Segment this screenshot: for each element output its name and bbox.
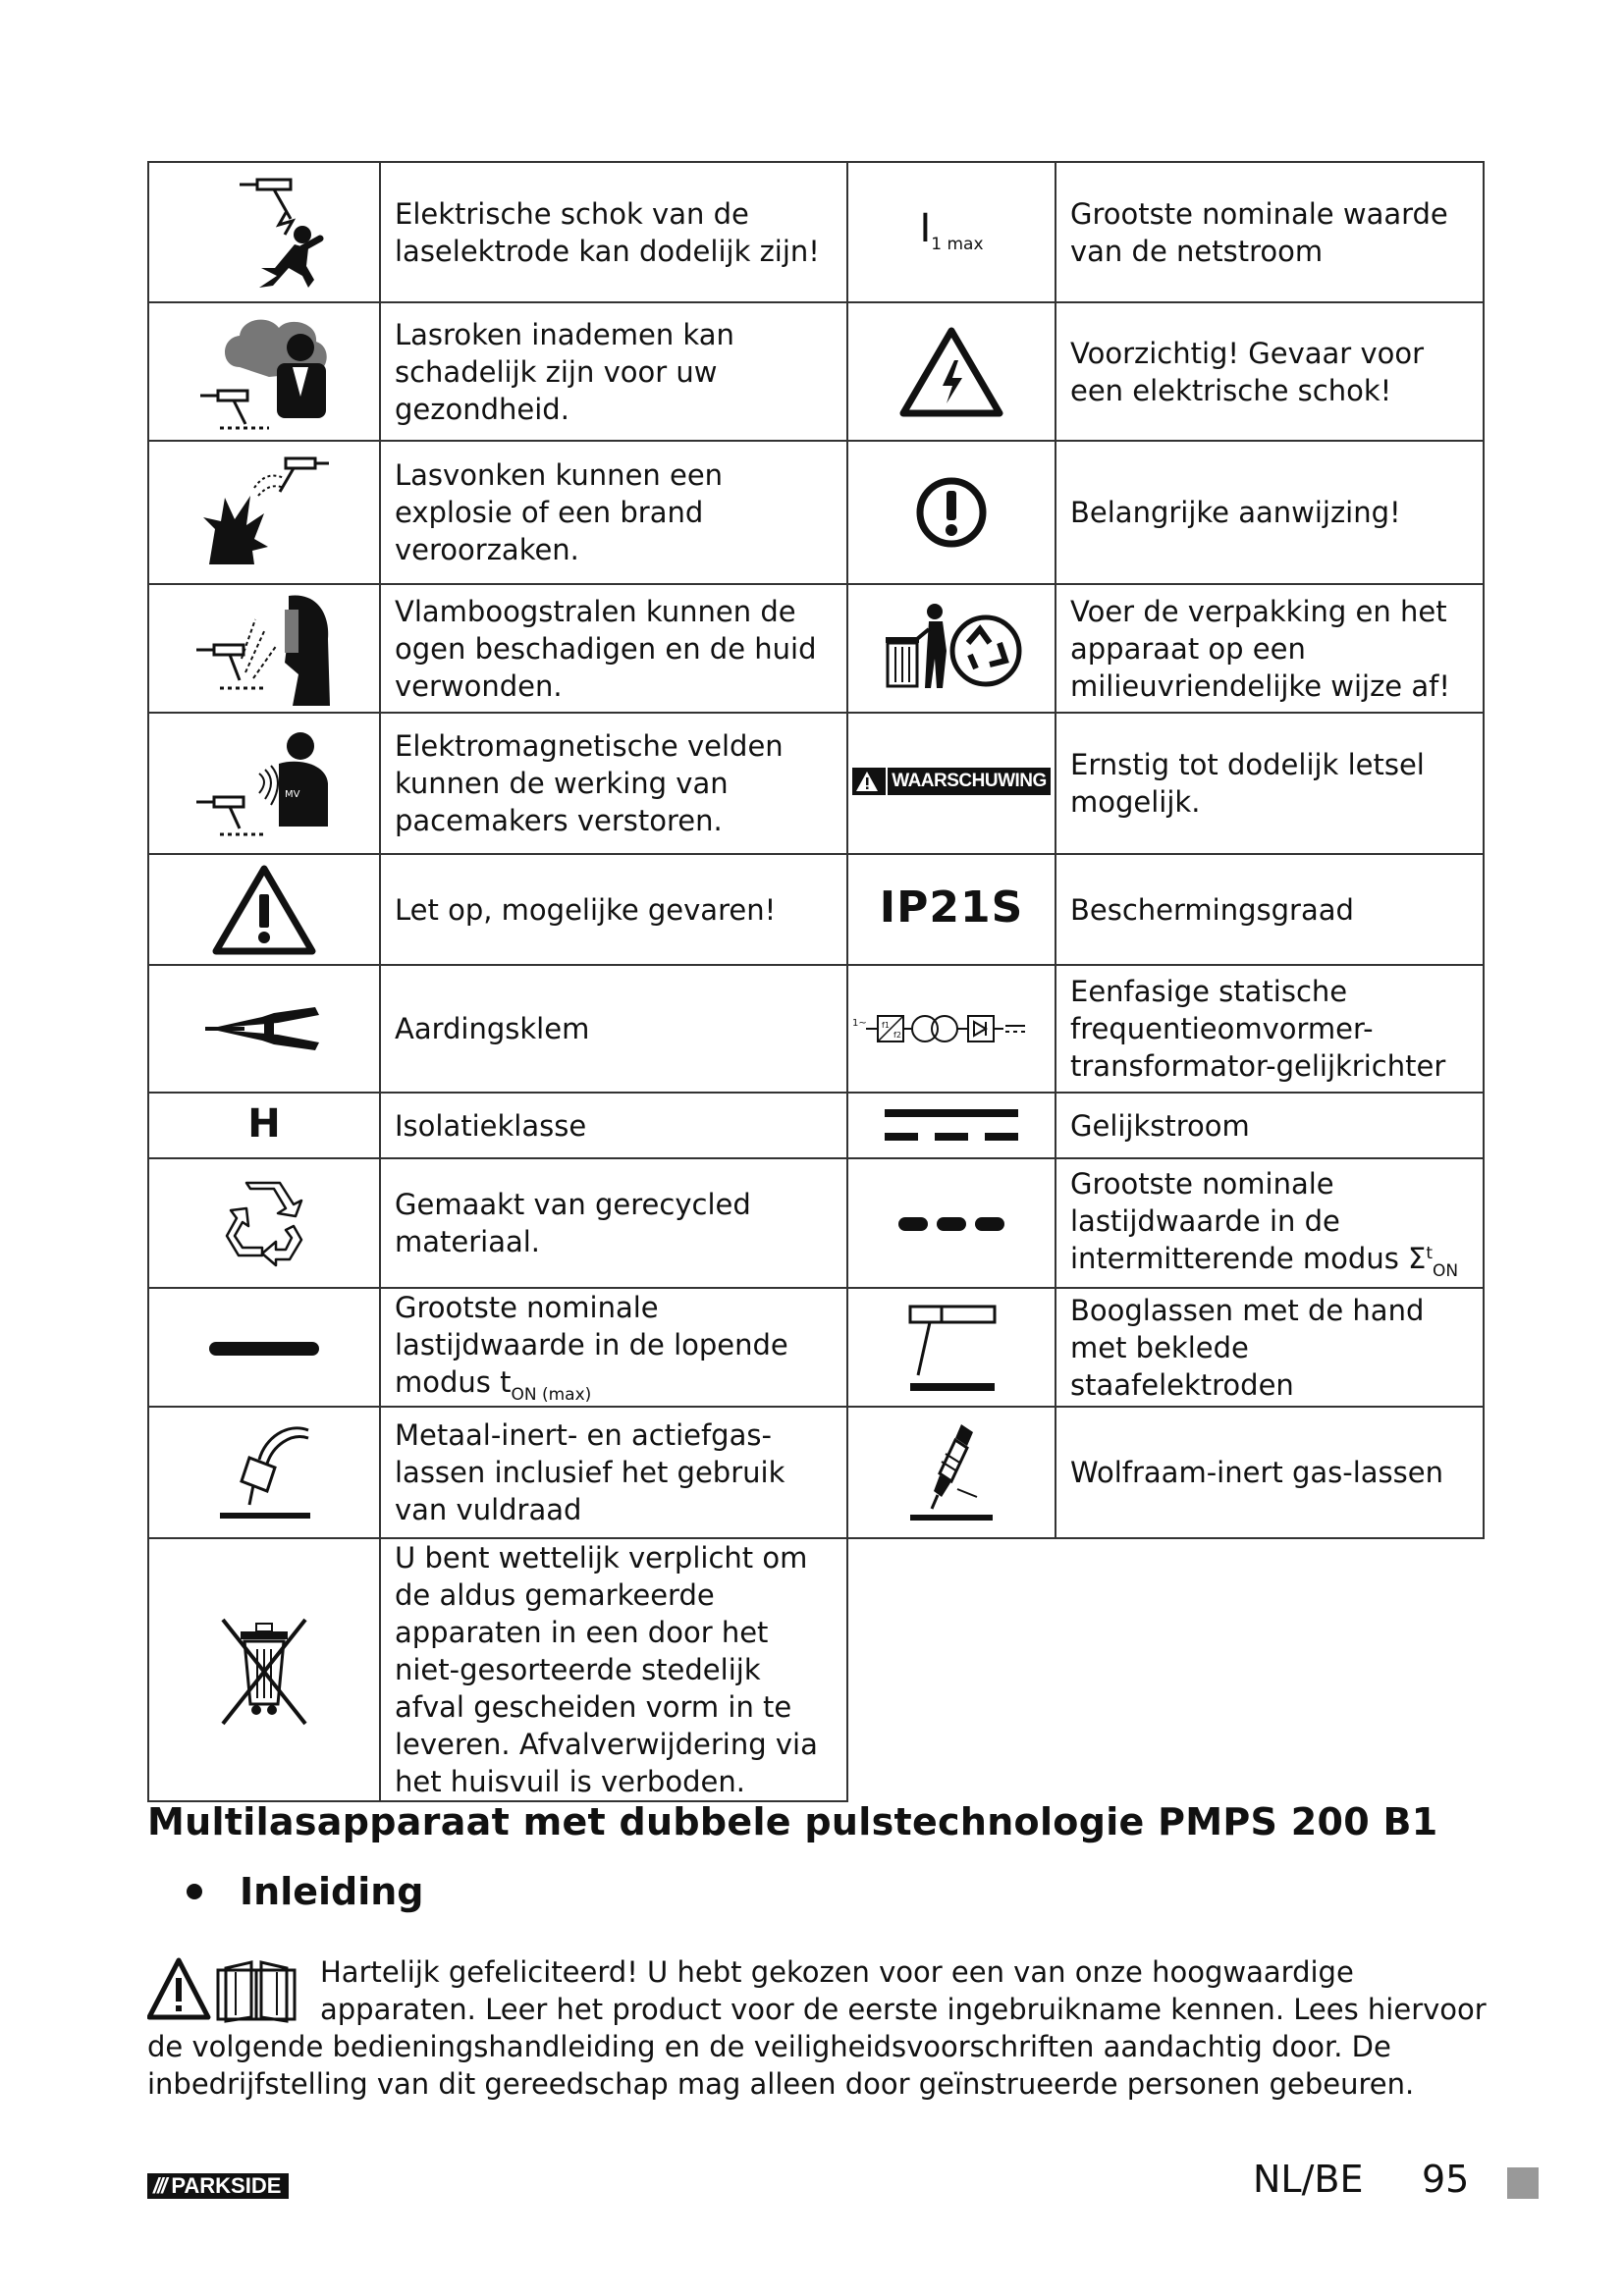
page-number: 95 xyxy=(1422,2158,1470,2201)
logo-stripes-icon: /// xyxy=(153,2173,166,2198)
arc-rays-icon xyxy=(148,584,380,713)
symbol-main: t xyxy=(500,1365,512,1399)
intermittent-mode-icon xyxy=(847,1158,1056,1288)
intro-text: Hartelijk gefeliciteerd! U hebt gekozen voor een van onze hoogwaardige apparaten. Leer het product voor de eerste ingebruikname kennen. Lees hiervoor de volgende bedieningshandleiding en de veiligheidsvoorschriften aandachtig door. De inbedrijfstelling van dit gereedschap mag alleen door geïnstrueerde personen gebeuren. xyxy=(147,1955,1487,2101)
ip-rating-symbol xyxy=(847,854,1056,965)
welding-fumes-icon xyxy=(148,302,380,441)
table-row xyxy=(148,1538,1484,1801)
electric-shock-welder-icon xyxy=(148,162,380,302)
svg-text:1~: 1~ xyxy=(852,1018,867,1029)
symbol-sup: t xyxy=(1426,1243,1434,1263)
table-cell-text xyxy=(1056,1158,1484,1288)
table-row xyxy=(148,965,1484,1093)
svg-text:f1: f1 xyxy=(882,1021,890,1030)
table-row xyxy=(148,1093,1484,1158)
brand-name: PARKSIDE xyxy=(171,2173,282,2198)
continuous-mode-text: Grootste nominale lastijdwaarde in de lopende modus xyxy=(395,1291,788,1399)
table-cell-text: Voorzichtig! Gevaar voor een elektrische schok! xyxy=(1056,302,1484,441)
empty-cell xyxy=(847,1538,1484,1801)
table-row xyxy=(148,1158,1484,1288)
table-cell-text: Wolfraam-inert gas-lassen xyxy=(1056,1407,1484,1538)
table-cell-text: Vlamboogstralen kunnen de ogen beschadigen en de huid verwonden. xyxy=(380,584,847,713)
table-cell-text: Let op, mogelijke gevaren! xyxy=(380,854,847,965)
bullet-icon xyxy=(187,1884,202,1899)
table-cell-text: Voer de verpakking en het apparaat op een milieuvriendelijke wijze af! xyxy=(1056,584,1484,713)
i1max-symbol xyxy=(847,162,1056,302)
tig-welding-icon xyxy=(847,1407,1056,1538)
table-cell-text: Lasroken inademen kan schadelijk zijn voor uw gezondheid. xyxy=(380,302,847,441)
warning-label-icon xyxy=(847,713,1056,854)
symbol-main: I xyxy=(919,205,932,251)
table-row xyxy=(148,1407,1484,1538)
recycled-material-icon xyxy=(148,1158,380,1288)
brand-logo xyxy=(147,2173,289,2199)
svg-text:f2: f2 xyxy=(893,1031,901,1040)
table-cell-text: Grootste nominale waarde van de netstroom xyxy=(1056,162,1484,302)
table-cell-text: Elektrische schok van de laselektrode kan dodelijk zijn! xyxy=(380,162,847,302)
table-cell-text: Elektromagnetische velden kunnen de werking van pacemakers verstoren. xyxy=(380,713,847,854)
pacemaker-warning-icon xyxy=(148,713,380,854)
svg-text:MV: MV xyxy=(285,789,300,800)
table-row xyxy=(148,713,1484,854)
direct-current-icon xyxy=(847,1093,1056,1158)
table-cell-text: Gelijkstroom xyxy=(1056,1093,1484,1158)
symbol-sub: ON (max) xyxy=(511,1385,592,1405)
table-cell-text: Ernstig tot dodelijk letsel mogelijk. xyxy=(1056,713,1484,854)
table-cell-text: U bent wettelijk verplicht om de aldus gemarkeerde apparaten in een door het niet-gesorteerde stedelijk afval gescheiden vorm in te leveren. Afvalverwijdering via het huisvuil is verboden. xyxy=(380,1538,847,1801)
symbols-table xyxy=(147,161,1485,1802)
table-row xyxy=(148,854,1484,965)
table-row xyxy=(148,584,1484,713)
continuous-mode-icon xyxy=(148,1288,380,1407)
table-cell-text: Isolatieklasse xyxy=(380,1093,847,1158)
warning-label-text: WAARSCHUWING xyxy=(886,763,1047,800)
inverter-transformer-rectifier-icon xyxy=(847,965,1056,1093)
insulation-class-text: H xyxy=(247,1101,281,1147)
insulation-class-symbol xyxy=(148,1093,380,1158)
table-cell-text: Lasvonken kunnen een explosie of een brand veroorzaken. xyxy=(380,441,847,584)
footer-language: NL/BE xyxy=(1253,2158,1364,2201)
footer-square-icon xyxy=(1507,2167,1539,2199)
mma-welding-icon xyxy=(847,1288,1056,1407)
mig-mag-welding-icon xyxy=(148,1407,380,1538)
intro-paragraph xyxy=(147,1953,1492,2103)
table-row xyxy=(148,1288,1484,1407)
important-notice-icon xyxy=(847,441,1056,584)
symbol-sub: 1 max xyxy=(931,234,984,254)
table-row xyxy=(148,162,1484,302)
table-cell-text: Aardingsklem xyxy=(380,965,847,1093)
table-cell-text: Beschermingsgraad xyxy=(1056,854,1484,965)
table-cell-text: Metaal-inert- en actiefgas-lassen inclusief het gebruik van vuldraad xyxy=(380,1407,847,1538)
caution-triangle-icon xyxy=(148,854,380,965)
welding-sparks-explosion-icon xyxy=(148,441,380,584)
intermittent-mode-text: Grootste nominale lastijdwaarde in de intermitterende modus xyxy=(1070,1166,1399,1275)
section-heading xyxy=(187,1870,424,1913)
table-cell-text: Belangrijke aanwijzing! xyxy=(1056,441,1484,584)
table-cell-text: Eenfasige statische frequentieomvormer-transformator-gelijkrichter xyxy=(1056,965,1484,1093)
electric-hazard-warning-icon xyxy=(847,302,1056,441)
symbol-main: Σ xyxy=(1408,1241,1427,1275)
recycle-disposal-icon xyxy=(847,584,1056,713)
ip-rating-text: IP21S xyxy=(879,881,1024,933)
table-cell-text xyxy=(380,1288,847,1407)
page-title: Multilasapparaat met dubbele pulstechnologie PMPS 200 B1 xyxy=(147,1800,1438,1843)
earth-clamp-icon xyxy=(148,965,380,1093)
table-row xyxy=(148,302,1484,441)
table-cell-text: Gemaakt van gerecycled materiaal. xyxy=(380,1158,847,1288)
table-cell-text: Booglassen met de hand met beklede staafelektroden xyxy=(1056,1288,1484,1407)
crossed-bin-icon xyxy=(148,1538,380,1801)
symbol-sub: ON xyxy=(1433,1260,1459,1281)
table-row xyxy=(148,441,1484,584)
warning-triangle-icon xyxy=(854,770,880,793)
section-heading-text: Inleiding xyxy=(240,1870,424,1913)
